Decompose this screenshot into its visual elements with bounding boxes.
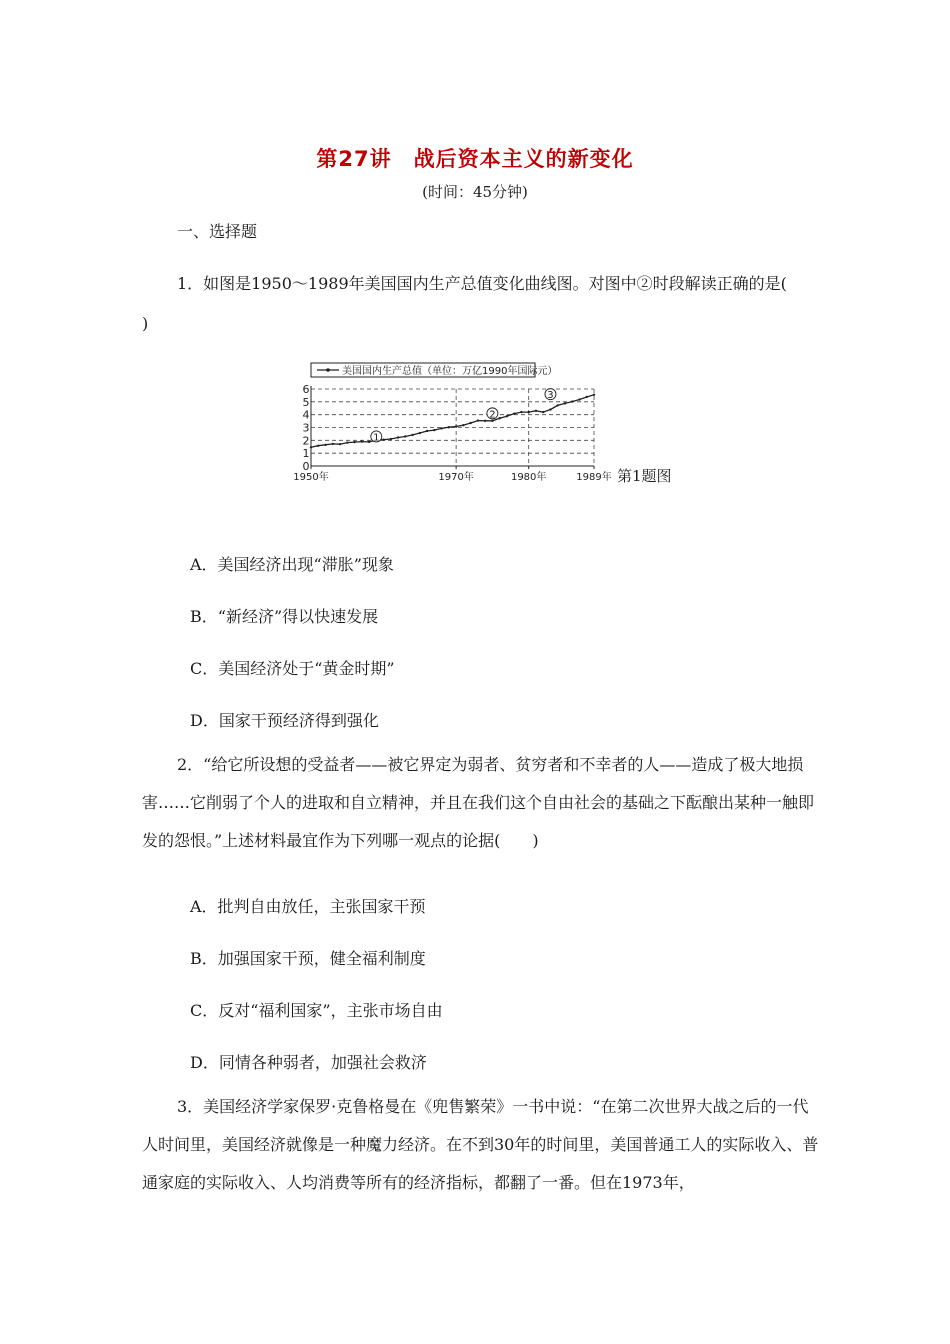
- q2-stem-text: 2．“给它所设想的受益者——被它界定为弱者、贫穷者和不幸者的人——造成了极大地损害……它削弱了个人的进取和自立精神，并且在我们这个自由社会的基础之下酝酿出某种一触即发的怨恨。”上述材料最宜作为下列哪一观点的论据( ): [142, 755, 815, 850]
- gdp-data-point: [527, 411, 529, 413]
- time-limit: (时间：45分钟): [422, 183, 528, 201]
- gdp-data-point: [520, 411, 522, 413]
- gdp-data-point: [419, 432, 421, 434]
- section-heading: 一、选择题: [177, 222, 258, 241]
- q1-option-d[interactable]: D．国家干预经济得到强化: [190, 711, 379, 730]
- gdp-data-point: [448, 426, 450, 428]
- gdp-data-point: [484, 420, 486, 422]
- gdp-data-point: [477, 419, 479, 421]
- y-tick-label: 3: [302, 421, 310, 435]
- q2-option-b[interactable]: B．加强国家干预，健全福利制度: [190, 949, 426, 968]
- gdp-data-point: [310, 446, 312, 448]
- gdp-data-point: [440, 427, 442, 429]
- gdp-data-point: [455, 425, 457, 427]
- gdp-data-point: [557, 404, 559, 406]
- gdp-data-point: [586, 396, 588, 398]
- q1-option-a[interactable]: A．美国经济出现“滞胀”现象: [190, 555, 394, 574]
- y-tick-label: 6: [302, 383, 310, 396]
- gdp-data-point: [426, 430, 428, 432]
- gdp-data-point: [578, 398, 580, 400]
- x-tick-label: 1950年: [293, 472, 329, 483]
- gdp-data-point: [498, 417, 500, 419]
- q3-stem-text: 3．美国经济学家保罗·克鲁格曼在《兜售繁荣》一书中说：“在第二次世界大战之后的一代人时间里，美国经济就像是一种魔力经济。在不到30年的时间里，美国普通工人的实际收入、普通家庭的实际收入、人均消费等所有的经济指标，都翻了一番。但在1973年，: [142, 1097, 819, 1192]
- q1-option-b[interactable]: B．“新经济”得以快速发展: [190, 607, 379, 626]
- gdp-data-point: [549, 408, 551, 410]
- period-marker-label: 2: [489, 409, 496, 421]
- gdp-data-point: [397, 436, 399, 438]
- page-title: 第27讲 战后资本主义的新变化: [316, 147, 634, 171]
- gdp-data-point: [469, 422, 471, 424]
- gdp-data-point: [506, 415, 508, 417]
- y-tick-label: 0: [302, 460, 310, 473]
- q1-stem-line1: 1．如图是1950～1989年美国国内生产总值变化曲线图。对图中②时段解读正确的是(: [177, 274, 787, 293]
- gdp-data-point: [339, 443, 341, 445]
- gdp-data-point: [462, 424, 464, 426]
- gdp-data-point: [332, 443, 334, 445]
- gdp-data-point: [564, 402, 566, 404]
- gdp-series-line: [311, 395, 594, 448]
- x-tick-label: 1970年: [438, 472, 474, 483]
- q1-stem-line2: ): [142, 314, 149, 333]
- gdp-data-point: [593, 394, 595, 396]
- gdp-data-point: [390, 438, 392, 440]
- q2-option-d[interactable]: D．同情各种弱者，加强社会救济: [190, 1053, 427, 1072]
- gdp-data-point: [542, 411, 544, 413]
- period-marker-label: 3: [547, 390, 554, 402]
- gdp-data-point: [346, 441, 348, 443]
- gdp-data-point: [317, 445, 319, 447]
- gdp-data-point: [433, 429, 435, 431]
- gdp-data-point: [353, 441, 355, 443]
- gdp-data-point: [571, 400, 573, 402]
- gdp-data-point: [324, 444, 326, 446]
- gdp-data-point: [361, 440, 363, 442]
- gdp-data-point: [404, 435, 406, 437]
- y-tick-label: 1: [302, 447, 310, 461]
- legend-label: 美国国内生产总值（单位：万亿1990年国际元）: [342, 366, 558, 377]
- gdp-data-point: [411, 434, 413, 436]
- x-tick-label: 1980年: [510, 472, 547, 483]
- q1-option-c[interactable]: C．美国经济处于“黄金时期”: [190, 659, 395, 678]
- gdp-data-point: [368, 441, 370, 443]
- y-tick-label: 5: [302, 395, 310, 409]
- chart-caption: 第1题图: [617, 467, 672, 485]
- gdp-chart-svg: [293, 362, 612, 487]
- q2-stem: [142, 746, 822, 860]
- gdp-chart: [293, 362, 612, 487]
- legend-marker: [326, 368, 330, 372]
- y-tick-label: 2: [302, 434, 310, 448]
- y-tick-label: 4: [302, 408, 310, 422]
- q3-stem: [142, 1088, 822, 1202]
- gdp-data-point: [513, 412, 515, 414]
- gdp-data-point: [382, 438, 384, 440]
- q2-option-a[interactable]: A．批判自由放任，主张国家干预: [190, 897, 426, 916]
- x-tick-label: 1989年: [576, 472, 612, 483]
- gdp-data-point: [535, 410, 537, 412]
- q2-option-c[interactable]: C．反对“福利国家”，主张市场自由: [190, 1001, 443, 1020]
- period-marker-label: 1: [373, 432, 380, 444]
